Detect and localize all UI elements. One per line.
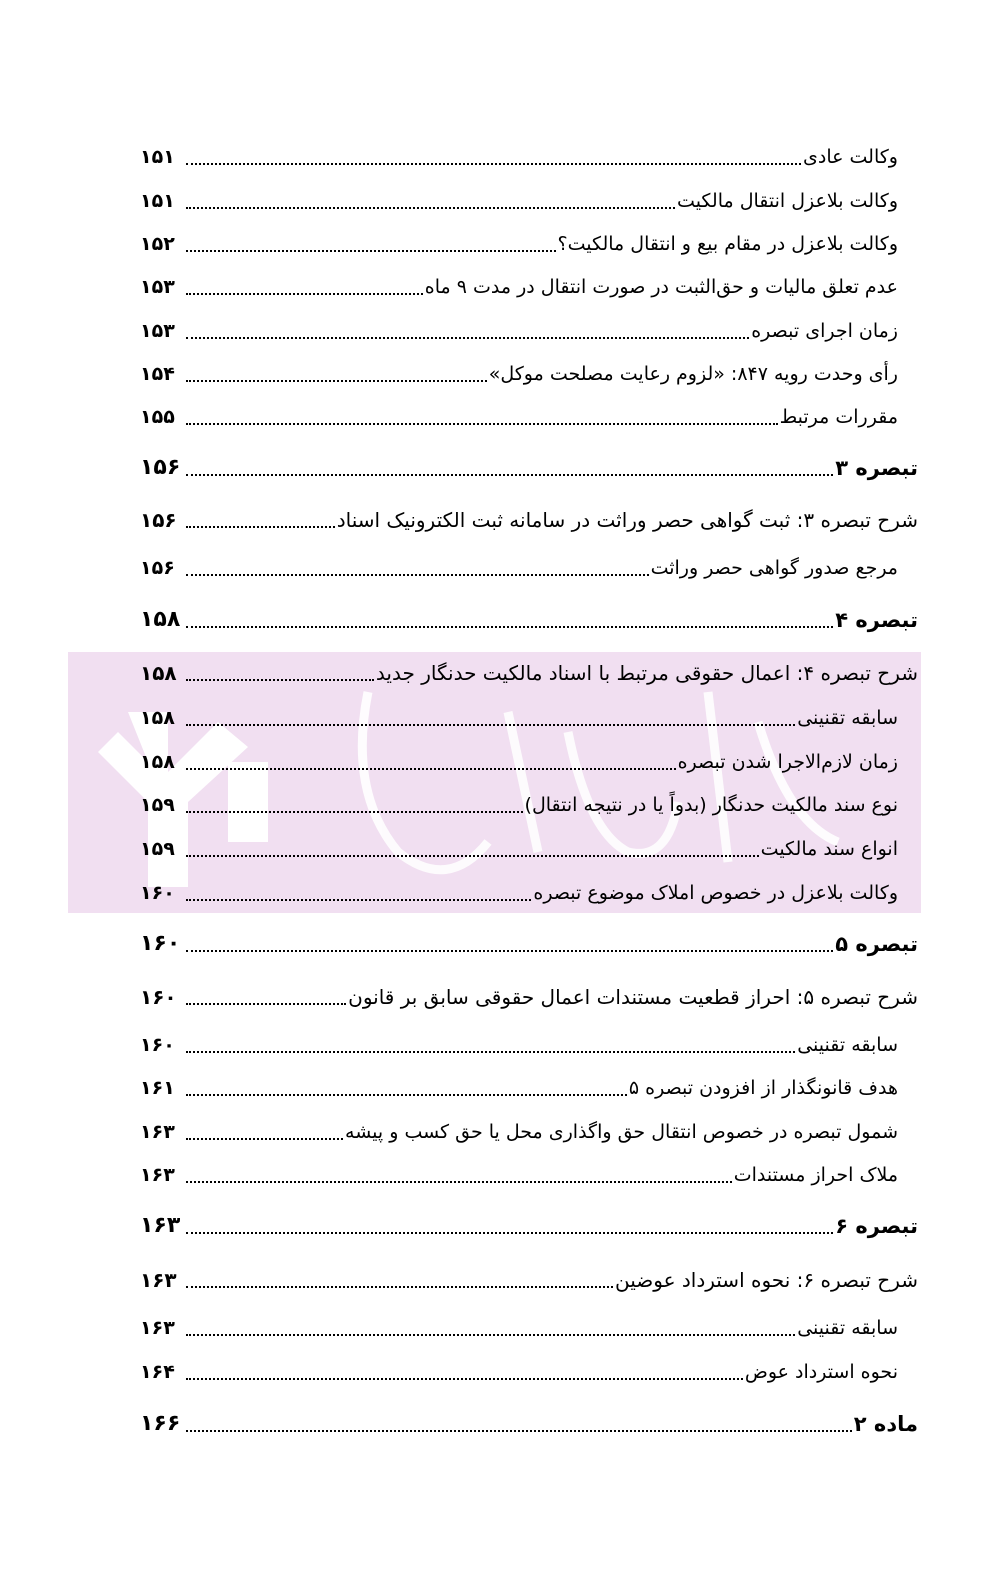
- dot-leader: [186, 679, 374, 681]
- page-number: ۱۵۶: [140, 508, 177, 532]
- toc-title: وکالت عادی: [803, 146, 898, 168]
- dot-leader: [186, 574, 649, 576]
- toc-entry[interactable]: [140, 272, 898, 302]
- toc-heading[interactable]: [140, 1211, 918, 1241]
- toc-title: هدف قانونگذار از افزودن تبصره ۵: [628, 1077, 898, 1099]
- toc-entry[interactable]: [140, 229, 898, 259]
- toc-title: مرجع صدور گواهی حصر وراثت: [650, 557, 898, 579]
- toc-title: شمول تبصره در خصوص انتقال حق واگذاری محل یا حق کسب و پیشه: [345, 1121, 898, 1143]
- page-number: ۱۵۴: [140, 363, 175, 385]
- page-number: ۱۶۳: [140, 1268, 177, 1292]
- toc-entry[interactable]: [140, 834, 898, 864]
- page-number: ۱۶۳: [140, 1213, 181, 1238]
- dot-leader: [186, 1138, 343, 1140]
- page-number: ۱۶۳: [140, 1317, 175, 1339]
- dot-leader: [186, 768, 676, 770]
- toc-title: رأی وحدت رویه ۸۴۷: «لزوم رعایت مصلحت موکل»: [488, 363, 898, 385]
- toc-entry[interactable]: [140, 703, 898, 733]
- toc-heading[interactable]: [140, 1409, 918, 1439]
- toc-title: وکالت بلاعزل در خصوص املاک موضوع تبصره: [533, 882, 898, 904]
- page-number: ۱۶۳: [140, 1121, 175, 1143]
- toc-title: سابقه تقنینی: [797, 1034, 898, 1056]
- toc-entry[interactable]: [140, 982, 918, 1012]
- page-number: ۱۵۹: [140, 838, 175, 860]
- toc-entry[interactable]: [140, 1265, 918, 1295]
- toc-entry[interactable]: [140, 1030, 898, 1060]
- toc-entry[interactable]: [140, 402, 898, 432]
- dot-leader: [186, 811, 523, 813]
- toc-heading[interactable]: [140, 453, 918, 483]
- toc-heading[interactable]: [140, 929, 918, 959]
- page-number: ۱۵۶: [140, 557, 175, 579]
- toc-title: تبصره ۵: [835, 932, 918, 956]
- toc-entry[interactable]: [140, 1357, 898, 1387]
- page-number: ۱۵۲: [140, 233, 175, 255]
- dot-leader: [186, 1430, 852, 1432]
- dot-leader: [186, 1094, 627, 1096]
- toc-title: سابقه تقنینی: [797, 1317, 898, 1339]
- dot-leader: [186, 1286, 613, 1288]
- page-number: ۱۵۸: [140, 607, 181, 632]
- dot-leader: [186, 1181, 732, 1183]
- toc-heading[interactable]: [140, 605, 918, 635]
- toc-title: انواع سند مالکیت: [760, 838, 898, 860]
- toc-entry[interactable]: [140, 553, 898, 583]
- dot-leader: [186, 293, 423, 295]
- dot-leader: [186, 337, 749, 339]
- toc-title: نوع سند مالکیت حدنگار (بدواً یا در نتیجه انتقال): [524, 794, 898, 816]
- dot-leader: [186, 1334, 795, 1336]
- dot-leader: [186, 474, 833, 476]
- page-number: ۱۵۳: [140, 320, 175, 342]
- dot-leader: [186, 1003, 346, 1005]
- toc-title: شرح تبصره ۳: ثبت گواهی حصر وراثت در سامانه ثبت الکترونیک اسناد: [336, 508, 918, 532]
- page-number: ۱۶۰: [140, 882, 175, 904]
- toc-title: زمان لازم‌الاجرا شدن تبصره: [677, 751, 898, 773]
- page-number: ۱۶۶: [140, 1411, 181, 1436]
- dot-leader: [186, 250, 556, 252]
- dot-leader: [186, 380, 487, 382]
- toc-entry[interactable]: [140, 316, 898, 346]
- toc-entry[interactable]: [140, 186, 898, 216]
- dot-leader: [186, 526, 335, 528]
- toc-entry[interactable]: [140, 747, 898, 777]
- dot-leader: [186, 1378, 743, 1380]
- dot-leader: [186, 899, 531, 901]
- toc-title: زمان اجرای تبصره: [751, 320, 898, 342]
- toc-title: شرح تبصره ۴: اعمال حقوقی مرتبط با اسناد مالکیت حدنگار جدید: [375, 661, 918, 685]
- page-number: ۱۵۹: [140, 794, 175, 816]
- dot-leader: [186, 626, 833, 628]
- page-number: ۱۶۳: [140, 1164, 175, 1186]
- toc-title: تبصره ۶: [835, 1214, 918, 1238]
- page-number: ۱۵۸: [140, 751, 175, 773]
- toc-title: مقررات مرتبط: [779, 406, 898, 428]
- page-number: ۱۶۴: [140, 1361, 175, 1383]
- page-number: ۱۵۱: [140, 190, 175, 212]
- toc-entry[interactable]: [140, 878, 898, 908]
- page-number: ۱۵۸: [140, 661, 177, 685]
- toc-entry[interactable]: [140, 1073, 898, 1103]
- dot-leader: [186, 163, 801, 165]
- toc-title: شرح تبصره ۶: نحوه استرداد عوضین: [615, 1268, 918, 1292]
- toc-title: تبصره ۳: [835, 456, 918, 480]
- page-number: ۱۶۰: [140, 1034, 175, 1056]
- page-number: ۱۵۸: [140, 707, 175, 729]
- page-number: ۱۵۱: [140, 146, 175, 168]
- toc-entry[interactable]: [140, 1160, 898, 1190]
- dot-leader: [186, 207, 675, 209]
- toc-title: ملاک احراز مستندات: [733, 1164, 898, 1186]
- toc-title: تبصره ۴: [835, 608, 918, 632]
- toc-entry[interactable]: [140, 1117, 898, 1147]
- page-number: ۱۶۰: [140, 985, 177, 1009]
- dot-leader: [186, 423, 778, 425]
- toc-title: وکالت بلاعزل انتقال مالکیت: [677, 190, 898, 212]
- dot-leader: [186, 724, 795, 726]
- page-number: ۱۵۵: [140, 406, 175, 428]
- watermark-logo-icon: [68, 652, 921, 913]
- watermark-band: [68, 652, 921, 913]
- page-number: ۱۶۱: [140, 1077, 175, 1099]
- dot-leader: [186, 1232, 833, 1234]
- toc-entry[interactable]: [140, 142, 898, 172]
- page-number: ۱۵۶: [140, 455, 181, 480]
- toc-title: نحوه استرداد عوض: [744, 1361, 898, 1383]
- toc-title: وکالت بلاعزل در مقام بیع و انتقال مالکیت؟: [557, 233, 898, 255]
- toc-entry[interactable]: [140, 790, 898, 820]
- toc-entry[interactable]: [140, 658, 918, 688]
- dot-leader: [186, 855, 759, 857]
- page-number: ۱۶۰: [140, 931, 181, 956]
- dot-leader: [186, 950, 833, 952]
- page-number: ۱۵۳: [140, 276, 175, 298]
- toc-title: ماده ۲: [853, 1412, 918, 1436]
- toc-title: عدم تعلق مالیات و حق‌الثبت در صورت انتقال در مدت ۹ ماه: [424, 276, 898, 298]
- toc-entry[interactable]: [140, 359, 898, 389]
- dot-leader: [186, 1051, 795, 1053]
- toc-entry[interactable]: [140, 505, 918, 535]
- toc-title: سابقه تقنینی: [797, 707, 898, 729]
- toc-title: شرح تبصره ۵: احراز قطعیت مستندات اعمال حقوقی سابق بر قانون: [348, 985, 918, 1009]
- toc-entry[interactable]: [140, 1313, 898, 1343]
